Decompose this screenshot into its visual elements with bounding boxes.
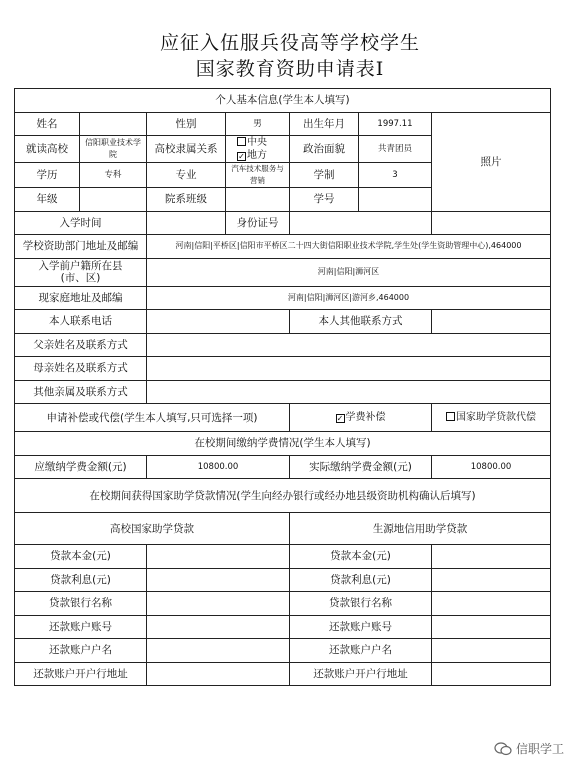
wechat-icon <box>494 742 512 756</box>
loan-col-right-header: 生源地信用助学贷款 <box>290 513 551 545</box>
duration-value: 3 <box>359 163 432 188</box>
section-personal-header: 个人基本信息(学生本人填写) <box>15 89 551 113</box>
duration-label: 学制 <box>290 163 359 188</box>
loan-left-account-value <box>147 615 290 639</box>
loan-left-interest-value <box>147 568 290 592</box>
birth-label: 出生年月 <box>290 112 359 136</box>
phone-value <box>147 310 290 334</box>
home-address-value: 河南|信阳|浉河区|游河乡,464000 <box>147 286 551 310</box>
dept-class-value <box>226 188 290 212</box>
dept-class-label: 院系班级 <box>147 188 226 212</box>
loan-right-bank-value <box>432 592 551 616</box>
loan-right-holder-label: 还款账户户名 <box>290 639 432 663</box>
photo-cell: 照片 <box>432 112 551 211</box>
id-number-value <box>290 211 432 235</box>
affiliation-central-option[interactable]: 中央 <box>229 136 286 149</box>
name-label: 姓名 <box>15 112 80 136</box>
name-value <box>80 112 147 136</box>
apply-type-label: 申请补偿或代偿(学生本人填写,只可选择一项) <box>15 404 290 432</box>
mother-label: 母亲姓名及联系方式 <box>15 357 147 381</box>
loan-right-interest-value <box>432 568 551 592</box>
loan-left-bank-address-label: 还款账户开户行地址 <box>15 662 147 686</box>
origin-label: 入学前户籍所在县 (市、区) <box>15 258 147 286</box>
loan-left-account-label: 还款账户账号 <box>15 615 147 639</box>
loan-left-holder-label: 还款账户户名 <box>15 639 147 663</box>
school-address-label: 学校资助部门地址及邮编 <box>15 235 147 259</box>
id-number-label: 身份证号 <box>226 211 290 235</box>
education-label: 学历 <box>15 163 80 188</box>
title-line-2: 国家教育资助申请表Ⅰ <box>195 58 385 80</box>
fee-due-value: 10800.00 <box>147 455 290 479</box>
gender-value: 男 <box>226 112 290 136</box>
grade-label: 年级 <box>15 188 80 212</box>
education-value: 专科 <box>80 163 147 188</box>
enroll-time-label: 入学时间 <box>15 211 147 235</box>
origin-value: 河南|信阳|浉河区 <box>147 258 551 286</box>
affiliation-options <box>226 136 290 163</box>
major-label: 专业 <box>147 163 226 188</box>
enroll-time-value <box>147 211 226 235</box>
watermark-text: 信职学工 <box>515 742 564 756</box>
other-contact-label: 本人其他联系方式 <box>290 310 432 334</box>
checked-box-icon: ✓ <box>238 152 245 161</box>
watermark <box>494 740 564 757</box>
section-fee-header: 在校期间缴纳学费情况(学生本人填写) <box>15 432 551 456</box>
student-id-value <box>359 188 432 212</box>
blank-cell <box>432 211 551 235</box>
loan-left-holder-value <box>147 639 290 663</box>
unchecked-box-icon <box>446 412 455 421</box>
apply-tuition-option[interactable]: ✓ 学费补偿 <box>290 404 432 432</box>
phone-label: 本人联系电话 <box>15 310 147 334</box>
loan-right-account-value <box>432 615 551 639</box>
political-label: 政治面貌 <box>290 136 359 163</box>
student-id-label: 学号 <box>290 188 359 212</box>
fee-paid-label: 实际缴纳学费金额(元) <box>290 455 432 479</box>
loan-right-interest-label: 贷款利息(元) <box>290 568 432 592</box>
loan-right-account-label: 还款账户账号 <box>290 615 432 639</box>
affiliation-local-option[interactable]: ✓ 地方 <box>238 150 267 161</box>
school-label: 就读高校 <box>15 136 80 163</box>
apply-loan-option[interactable]: 国家助学贷款代偿 <box>432 404 551 432</box>
loan-col-left-header: 高校国家助学贷款 <box>15 513 290 545</box>
affiliation-label: 高校隶属关系 <box>147 136 226 163</box>
loan-left-principal-label: 贷款本金(元) <box>15 545 147 569</box>
home-address-label: 现家庭地址及邮编 <box>15 286 147 310</box>
unchecked-box-icon <box>237 137 246 146</box>
grade-value <box>80 188 147 212</box>
loan-right-bank-address-value <box>432 662 551 686</box>
checked-box-icon: ✓ <box>336 413 344 423</box>
loan-left-interest-label: 贷款利息(元) <box>15 568 147 592</box>
political-value: 共青团员 <box>359 136 432 163</box>
other-contact-value <box>432 310 551 334</box>
loan-left-bank-label: 贷款银行名称 <box>15 592 147 616</box>
loan-right-principal-label: 贷款本金(元) <box>290 545 432 569</box>
loan-right-holder-value <box>432 639 551 663</box>
loan-right-bank-address-label: 还款账户开户行地址 <box>290 662 432 686</box>
section-loan-header: 在校期间获得国家助学贷款情况(学生向经办银行或经办地县级资助机构确认后填写) <box>15 479 551 513</box>
loan-right-principal-value <box>432 545 551 569</box>
loan-right-bank-label: 贷款银行名称 <box>290 592 432 616</box>
father-label: 父亲姓名及联系方式 <box>15 333 147 357</box>
birth-value: 1997.11 <box>359 112 432 136</box>
school-address-value: 河南|信阳|平桥区|信阳市平桥区二十四大街信阳职业技术学院,学生处(学生资助管理中心),464000 <box>147 235 551 259</box>
form-title <box>0 30 580 82</box>
mother-value <box>147 357 551 381</box>
major-value: 汽车技术服务与营销 <box>226 163 290 188</box>
school-value: 信阳职业技术学院 <box>80 136 147 163</box>
title-line-1: 应征入伍服兵役高等学校学生 <box>159 32 420 54</box>
loan-left-bank-address-value <box>147 662 290 686</box>
fee-due-label: 应缴纳学费金额(元) <box>15 455 147 479</box>
relative-value <box>147 380 551 404</box>
gender-label: 性别 <box>147 112 226 136</box>
loan-left-principal-value <box>147 545 290 569</box>
application-form <box>14 88 551 686</box>
fee-paid-value: 10800.00 <box>432 455 551 479</box>
loan-left-bank-value <box>147 592 290 616</box>
relative-label: 其他亲属及联系方式 <box>15 380 147 404</box>
father-value <box>147 333 551 357</box>
